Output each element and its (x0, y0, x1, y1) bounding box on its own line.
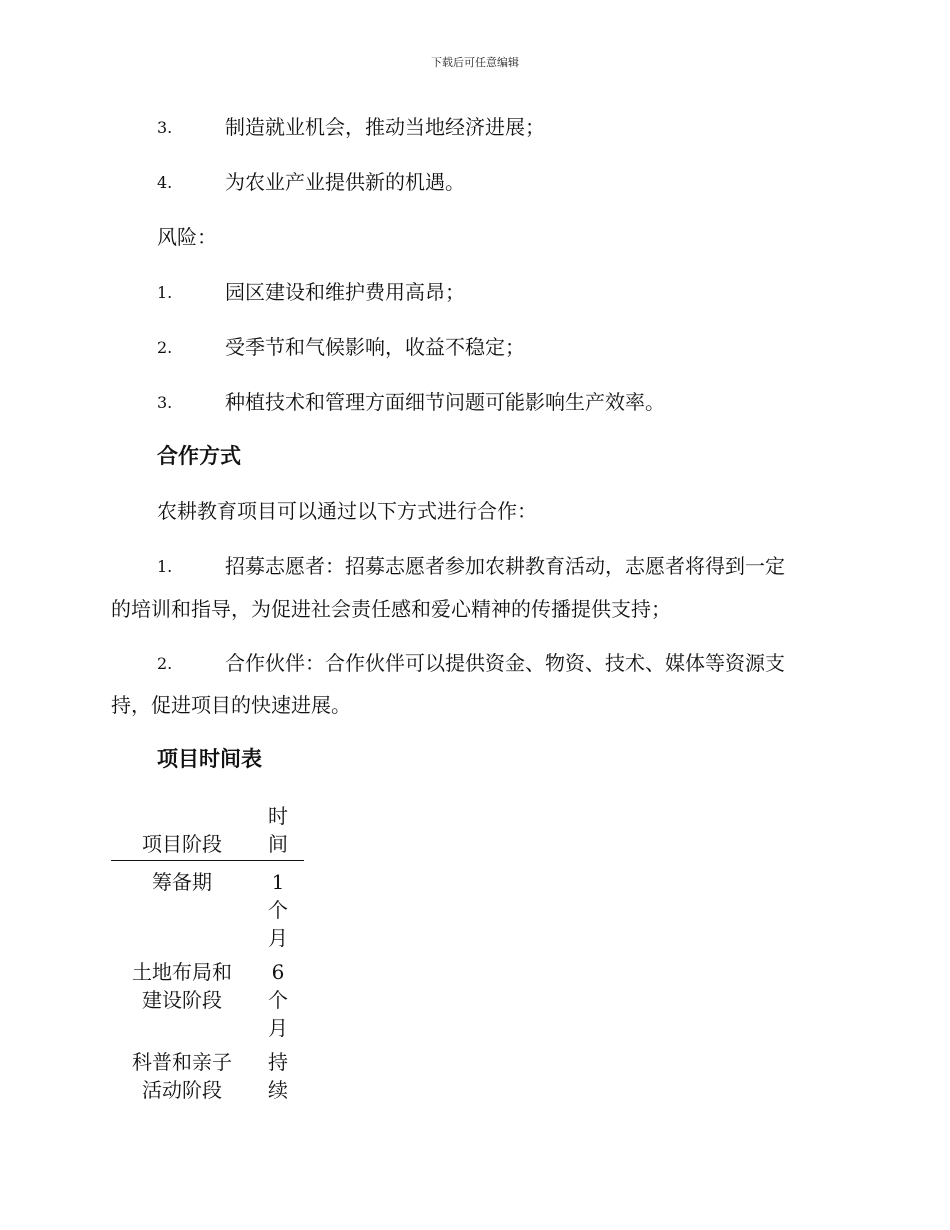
list-item-text-continued: 持，促进项目的快速进展。 (111, 693, 351, 717)
table-cell-stage: 科普和亲子 活动阶段 (132, 1050, 232, 1102)
list-item-text: 招募志愿者：招募志愿者参加农耕教育活动，志愿者将得到一定 (225, 554, 785, 578)
table-header-time (263, 802, 293, 858)
list-item-text: 制造就业机会，推动当地经济进展； (225, 115, 545, 139)
list-item-text: 种植技术和管理方面细节问题可能影响生产效率。 (225, 390, 665, 414)
table-header-stage: 项目阶段 (142, 832, 222, 856)
section-heading-cooperation: 合作方式 (157, 443, 241, 468)
list-number: 2. (157, 338, 173, 357)
list-item-text: 园区建设和维护费用高昂； (225, 280, 465, 304)
table-header-time-text: 时 间 (268, 804, 288, 856)
list-item-text: 合作伙伴：合作伙伴可以提供资金、物资、技术、媒体等资源支 (225, 651, 785, 675)
table-cell-time: 6 个 月 (268, 960, 288, 1040)
list-number: 3. (157, 393, 173, 412)
list-item-text: 为农业产业提供新的机遇。 (225, 170, 465, 194)
list-item-text-continued: 的培训和指导，为促进社会责任感和爱心精神的传播提供支持； (111, 597, 671, 621)
list-number: 2. (157, 654, 173, 673)
list-number: 1. (157, 283, 173, 302)
table-cell-time: 1 个 月 (268, 870, 288, 950)
table-header-rule (111, 860, 304, 861)
list-number: 3. (157, 118, 173, 137)
table-cell-stage: 筹备期 (152, 870, 212, 894)
section-heading-timeline: 项目时间表 (157, 746, 262, 771)
list-number: 1. (157, 557, 173, 576)
risk-label: 风险： (157, 225, 217, 249)
page-header: 下载后可任意编辑 (431, 56, 519, 69)
table-cell-stage: 土地布局和 建设阶段 (132, 960, 232, 1012)
table-cell-time: 持 续 (268, 1050, 288, 1102)
list-number: 4. (157, 173, 173, 192)
list-item-text: 受季节和气候影响，收益不稳定； (225, 335, 525, 359)
paragraph-intro: 农耕教育项目可以通过以下方式进行合作： (157, 499, 537, 523)
